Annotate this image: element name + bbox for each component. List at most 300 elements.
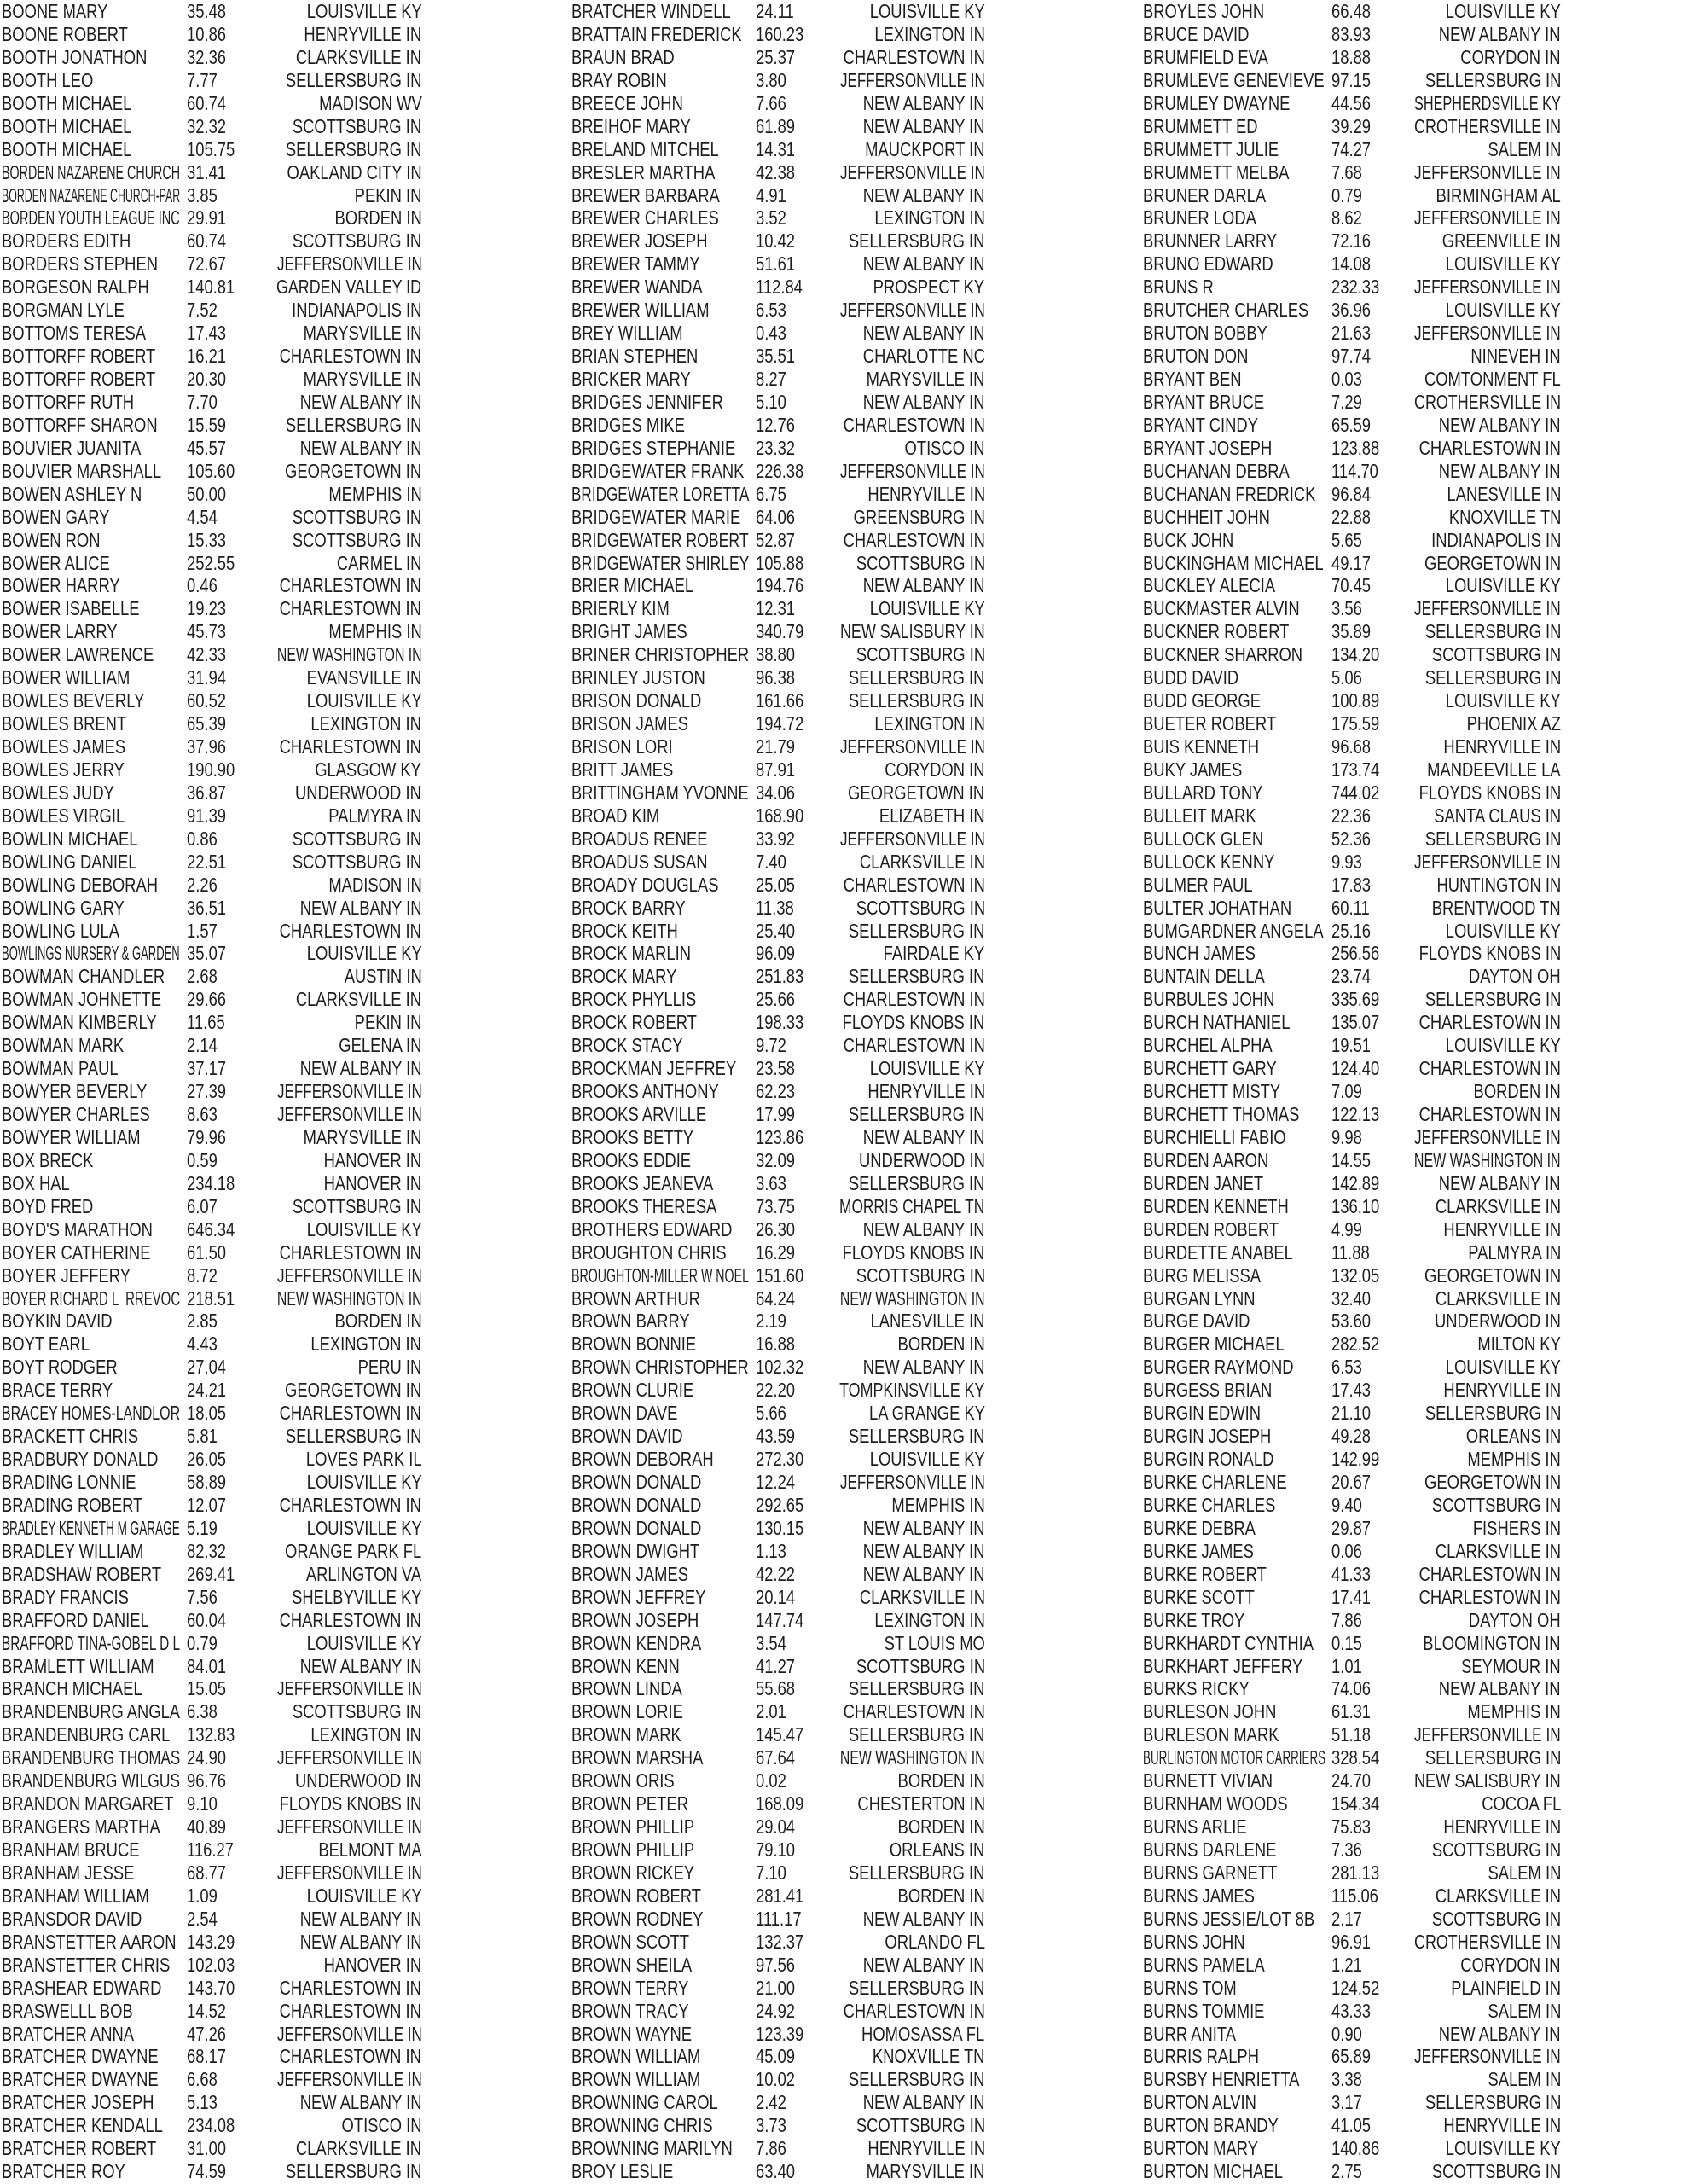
list-row	[0, 874, 560, 897]
amount-value: 45.73	[187, 620, 227, 643]
amount-value: 4.91	[756, 183, 787, 206]
owner-name: BRUTON BOBBY	[1142, 322, 1267, 345]
amount-value: 38.80	[756, 643, 796, 666]
owner-name: BROWN KENDRA	[571, 1631, 702, 1654]
list-row	[0, 574, 560, 597]
city-state: LANESVILLE IN	[870, 1310, 985, 1333]
list-row	[560, 391, 1121, 414]
city-state: CHARLESTOWN IN	[1418, 1103, 1561, 1125]
amount-value: 68.77	[187, 1861, 227, 1884]
amount-value: 251.83	[756, 965, 804, 988]
city-state: BLOOMINGTON IN	[1423, 1631, 1561, 1654]
owner-name: BOWER ISABELLE	[2, 597, 140, 620]
owner-name: BROCK STACY	[571, 1034, 683, 1057]
city-state: NINEVEH IN	[1470, 345, 1561, 368]
owner-name: BROWN WAYNE	[571, 2022, 693, 2045]
list-row	[0, 253, 560, 276]
city-state: HENRYVILLE IN	[1443, 2114, 1561, 2137]
owner-name: BORDERS EDITH	[2, 229, 131, 253]
amount-value: 102.32	[756, 1356, 804, 1379]
owner-name: BRANDENBURG WILGUS	[2, 1769, 181, 1792]
city-state: JEFFERSONVILLE IN	[1414, 322, 1561, 345]
list-row	[560, 1333, 1121, 1356]
city-state: CLARKSVILLE IN	[1435, 1884, 1561, 1907]
owner-name: BOYT RODGER	[2, 1356, 118, 1379]
owner-name: BUCKNER ROBERT	[1142, 620, 1290, 643]
list-row	[560, 712, 1121, 735]
amount-value: 22.20	[756, 1379, 796, 1402]
amount-value: 43.59	[756, 1425, 796, 1448]
list-row	[0, 161, 560, 184]
city-state: SELLERSBURG IN	[849, 2068, 985, 2091]
list-row	[560, 552, 1121, 575]
amount-value: 25.05	[756, 873, 796, 896]
city-state: UNDERWOOD IN	[858, 1148, 985, 1171]
list-row	[1122, 345, 1682, 368]
city-state: SCOTTSBURG IN	[1431, 2160, 1561, 2183]
owner-name: BOOTH MICHAEL	[2, 91, 132, 114]
owner-name: BRUNO EDWARD	[1142, 253, 1273, 276]
city-state: NEW ALBANY IN	[1439, 1171, 1561, 1194]
list-row	[0, 1885, 560, 1908]
list-row	[0, 828, 560, 851]
list-row	[0, 1815, 560, 1838]
owner-name: BUNCH JAMES	[1142, 942, 1256, 965]
list-row	[0, 1379, 560, 1402]
list-row	[1122, 1448, 1682, 1471]
city-state: SELLERSBURG IN	[849, 1976, 985, 1999]
city-state: MADISON IN	[328, 873, 422, 896]
list-row	[560, 1218, 1121, 1241]
list-row	[0, 1977, 560, 2000]
city-state: SCOTTSBURG IN	[1431, 1493, 1561, 1516]
amount-value: 168.90	[756, 804, 804, 827]
list-row	[1122, 115, 1682, 138]
city-state: CHARLESTOWN IN	[1418, 436, 1561, 459]
city-state: HENRYVILLE IN	[867, 2137, 985, 2160]
list-row	[1122, 574, 1682, 597]
city-state: NEW WASHINGTON IN	[276, 643, 422, 666]
city-state: CHARLESTOWN IN	[280, 919, 422, 942]
owner-name: BROYLES JOHN	[1142, 0, 1264, 22]
amount-value: 29.91	[187, 206, 227, 229]
city-state: ORLANDO FL	[884, 1930, 985, 1953]
owner-name: BOOTH LEO	[2, 68, 94, 91]
owner-name: BRATCHER DWAYNE	[2, 2045, 159, 2068]
city-state: MARYSVILLE IN	[303, 1125, 422, 1148]
owner-name: BOWLES JUDY	[2, 781, 114, 804]
city-state: GREENSBURG IN	[853, 505, 985, 528]
list-row	[1122, 1517, 1682, 1540]
amount-value: 31.41	[187, 160, 227, 183]
city-state: JEFFERSONVILLE IN	[1414, 206, 1561, 229]
city-state: SANTA CLAUS IN	[1434, 804, 1561, 827]
city-state: HENRYVILLE IN	[867, 1080, 985, 1103]
amount-value: 281.13	[1331, 1861, 1379, 1884]
amount-value: 7.77	[187, 68, 218, 91]
list-row	[1122, 1586, 1682, 1609]
amount-value: 3.52	[756, 206, 787, 229]
list-row	[560, 897, 1121, 920]
list-row	[560, 1494, 1121, 1517]
amount-value: 198.33	[756, 1011, 804, 1034]
amount-value: 3.80	[756, 68, 787, 91]
city-state: NEW ALBANY IN	[299, 896, 422, 919]
city-state: MAUCKPORT IN	[865, 137, 985, 160]
owner-name: BURLESON MARK	[1142, 1723, 1279, 1746]
city-state: LOUISVILLE KY	[1445, 253, 1561, 276]
list-row	[560, 1954, 1121, 1977]
city-state: COCOA FL	[1481, 1792, 1561, 1815]
owner-name: BRICKER MARY	[571, 368, 692, 390]
listing-column-3	[1122, 0, 1682, 2184]
list-row	[560, 345, 1121, 368]
city-state: SELLERSBURG IN	[849, 1425, 985, 1448]
city-state: JEFFERSONVILLE IN	[1414, 1125, 1561, 1148]
city-state: LOUISVILLE KY	[306, 1217, 422, 1240]
city-state: MEMPHIS IN	[1467, 1700, 1561, 1723]
amount-value: 42.22	[756, 1562, 796, 1585]
owner-name: BOUVIER MARSHALL	[2, 459, 162, 482]
owner-name: BRIDGEWATER ROBERT	[571, 528, 749, 551]
list-row	[1122, 1677, 1682, 1700]
amount-value: 123.88	[1331, 436, 1379, 459]
amount-value: 97.74	[1331, 345, 1371, 368]
list-row	[0, 483, 560, 506]
city-state: PALMYRA IN	[328, 804, 422, 827]
owner-name: BOYER CATHERINE	[2, 1240, 151, 1263]
owner-name: BRATCHER DWAYNE	[2, 2068, 159, 2091]
amount-value: 11.38	[756, 896, 795, 919]
list-row	[560, 574, 1121, 597]
amount-value: 74.06	[1331, 1677, 1371, 1700]
list-row	[1122, 735, 1682, 758]
amount-value: 7.66	[756, 91, 787, 114]
list-row	[1122, 391, 1682, 414]
amount-value: 52.87	[756, 528, 796, 551]
owner-name: BRUMMETT ED	[1142, 114, 1258, 137]
amount-value: 96.76	[187, 1769, 227, 1792]
amount-value: 31.94	[187, 666, 227, 689]
amount-value: 47.26	[187, 2022, 227, 2045]
amount-value: 8.72	[187, 1263, 218, 1287]
listing-column-1	[0, 0, 560, 2184]
amount-value: 2.85	[187, 1310, 218, 1333]
city-state: HOMOSASSA FL	[861, 2022, 985, 2045]
list-row	[1122, 1723, 1682, 1746]
listing-column-2	[560, 0, 1121, 2184]
list-row	[1122, 1494, 1682, 1517]
list-row	[1122, 920, 1682, 943]
list-row	[560, 1655, 1121, 1678]
owner-name: BURTON BRANDY	[1142, 2114, 1279, 2137]
city-state: SALEM IN	[1488, 2068, 1561, 2091]
owner-name: BROUGHTON CHRIS	[571, 1240, 727, 1263]
owner-name: BRESLER MARTHA	[571, 160, 716, 183]
list-row	[0, 1425, 560, 1448]
city-state: JEFFERSONVILLE IN	[276, 2022, 422, 2045]
owner-name: BOWLINGS NURSERY & GARDEN	[2, 942, 180, 965]
amount-value: 84.01	[187, 1654, 227, 1677]
city-state: NEW ALBANY IN	[862, 1125, 985, 1148]
list-row	[560, 828, 1121, 851]
amount-value: 24.21	[187, 1379, 227, 1402]
list-row	[1122, 1792, 1682, 1815]
city-state: CHARLESTOWN IN	[843, 873, 985, 896]
list-row	[0, 368, 560, 391]
list-row	[0, 414, 560, 437]
city-state: NEW ALBANY IN	[1439, 413, 1561, 436]
city-state: SELLERSBURG IN	[849, 1723, 985, 1746]
city-state: SCOTTSBURG IN	[1431, 1907, 1561, 1930]
amount-value: 65.39	[187, 712, 227, 735]
owner-name: BROWN DONALD	[571, 1516, 702, 1539]
owner-name: BROWN KENN	[571, 1654, 681, 1677]
owner-name: BOONE ROBERT	[2, 22, 128, 45]
city-state: OTISCO IN	[341, 2114, 422, 2137]
city-state: SELLERSBURG IN	[849, 229, 985, 253]
amount-value: 9.93	[1331, 850, 1362, 873]
city-state: SALEM IN	[1488, 1861, 1561, 1884]
list-row	[560, 2068, 1121, 2091]
city-state: JEFFERSONVILLE IN	[1414, 850, 1561, 873]
owner-name: BORGESON RALPH	[2, 276, 149, 299]
list-row	[0, 184, 560, 207]
list-row	[560, 1471, 1121, 1494]
owner-name: BOWER WILLIAM	[2, 666, 130, 689]
list-row	[560, 161, 1121, 184]
amount-value: 24.90	[187, 1746, 227, 1769]
amount-value: 53.60	[1331, 1310, 1371, 1333]
amount-value: 135.07	[1331, 1011, 1379, 1034]
list-row	[560, 1586, 1121, 1609]
city-state: CHARLESTOWN IN	[280, 345, 422, 368]
owner-name: BURR ANITA	[1142, 2022, 1236, 2045]
owner-name: BRANHAM JESSE	[2, 1861, 135, 1884]
city-state: LOUISVILLE KY	[306, 942, 422, 965]
amount-value: 14.55	[1331, 1148, 1371, 1171]
owner-name: BRADING ROBERT	[2, 1493, 143, 1516]
amount-value: 5.81	[187, 1425, 218, 1448]
list-row	[560, 437, 1121, 460]
amount-value: 22.36	[1331, 804, 1371, 827]
owner-name: BRUMFIELD EVA	[1142, 45, 1268, 68]
owner-name: BOWLES JAMES	[2, 735, 126, 758]
list-row	[560, 1448, 1121, 1471]
city-state: MILTON KY	[1477, 1333, 1561, 1356]
list-row	[0, 1954, 560, 1977]
owner-name: BRUNS R	[1142, 276, 1214, 299]
amount-value: 35.48	[187, 0, 227, 22]
owner-name: BUETER ROBERT	[1142, 712, 1276, 735]
amount-value: 19.51	[1331, 1034, 1371, 1057]
list-row	[560, 1931, 1121, 1954]
city-state: BORDEN IN	[897, 1333, 985, 1356]
list-row	[560, 851, 1121, 874]
owner-name: BROWN JEFFREY	[571, 1585, 706, 1608]
list-row	[1122, 368, 1682, 391]
list-row	[1122, 1908, 1682, 1931]
list-row	[560, 253, 1121, 276]
list-row	[1122, 1333, 1682, 1356]
amount-value: 2.26	[187, 873, 218, 896]
owner-name: BULLOCK KENNY	[1142, 850, 1275, 873]
amount-value: 27.39	[187, 1080, 227, 1103]
owner-name: BURKE SCOTT	[1142, 1585, 1255, 1608]
city-state: SELLERSBURG IN	[1424, 1746, 1561, 1769]
list-row	[1122, 206, 1682, 229]
owner-name: BOX BRECK	[2, 1148, 94, 1171]
city-state: JEFFERSONVILLE IN	[1414, 160, 1561, 183]
amount-value: 16.21	[187, 345, 227, 368]
list-row	[560, 620, 1121, 643]
amount-value: 36.96	[1331, 299, 1371, 322]
city-state: PHOENIX AZ	[1466, 712, 1561, 735]
city-state: CLARKSVILLE IN	[296, 2137, 422, 2160]
list-row	[0, 1080, 560, 1103]
owner-name: BUDD GEORGE	[1142, 689, 1261, 712]
city-state: CHARLESTOWN IN	[280, 574, 422, 597]
owner-name: BROWN LORIE	[571, 1700, 684, 1723]
amount-value: 145.47	[756, 1723, 804, 1746]
list-row	[1122, 0, 1682, 23]
amount-value: 0.86	[187, 827, 218, 850]
owner-name: BORDERS STEPHEN	[2, 253, 159, 276]
city-state: NEW ALBANY IN	[862, 574, 985, 597]
owner-name: BURKS RICKY	[1142, 1677, 1250, 1700]
list-row	[560, 1057, 1121, 1080]
city-state: NEW ALBANY IN	[862, 1562, 985, 1585]
owner-name: BRADSHAW ROBERT	[2, 1562, 162, 1585]
amount-value: 39.29	[1331, 114, 1371, 137]
amount-value: 132.83	[187, 1723, 235, 1746]
list-row	[1122, 1356, 1682, 1379]
list-row	[560, 1609, 1121, 1632]
amount-value: 24.11	[756, 0, 795, 22]
amount-value: 32.32	[187, 114, 227, 137]
city-state: GEORGETOWN IN	[1424, 551, 1561, 574]
list-row	[0, 1700, 560, 1723]
owner-name: BRIDGES STEPHANIE	[571, 436, 736, 459]
list-row	[560, 1195, 1121, 1218]
amount-value: 1.09	[187, 1884, 218, 1907]
city-state: JEFFERSONVILLE IN	[276, 1080, 422, 1103]
list-row	[1122, 253, 1682, 276]
owner-name: BROWN CHRISTOPHER	[571, 1356, 749, 1379]
amount-value: 20.67	[1331, 1471, 1371, 1493]
owner-name: BRUNER DARLA	[1142, 183, 1266, 206]
list-row	[0, 115, 560, 138]
owner-name: BURKHARDT CYNTHIA	[1142, 1631, 1314, 1654]
city-state: JEFFERSONVILLE IN	[1414, 276, 1561, 299]
list-row	[560, 529, 1121, 552]
city-state: JEFFERSONVILLE IN	[276, 2068, 422, 2091]
list-row	[560, 2091, 1121, 2114]
list-row	[0, 781, 560, 804]
amount-value: 97.56	[756, 1953, 796, 1976]
owner-name: BROWN MARSHA	[571, 1746, 704, 1769]
list-row	[1122, 1862, 1682, 1885]
city-state: JEFFERSONVILLE IN	[1414, 1723, 1561, 1746]
city-state: NEW WASHINGTON IN	[1414, 1148, 1561, 1171]
amount-value: 36.87	[187, 781, 227, 804]
list-row	[560, 1103, 1121, 1126]
owner-name: BURNS JESSIE/LOT 8B	[1142, 1907, 1314, 1930]
owner-name: BRISON JAMES	[571, 712, 689, 735]
amount-value: 14.52	[187, 1999, 227, 2022]
city-state: TOMPKINSVILLE KY	[839, 1379, 985, 1402]
owner-name: BOWLES BEVERLY	[2, 689, 145, 712]
owner-name: BRINER CHRISTOPHER	[571, 643, 750, 666]
list-row	[560, 46, 1121, 69]
owner-name: BRADLEY KENNETH M GARAGE	[2, 1516, 180, 1539]
list-row	[560, 1885, 1121, 1908]
amount-value: 1.13	[756, 1539, 787, 1562]
list-row	[0, 689, 560, 712]
list-row	[560, 2137, 1121, 2160]
city-state: MEMPHIS IN	[328, 482, 422, 505]
owner-name: BRANDENBURG ANGLA	[2, 1700, 181, 1723]
amount-value: 8.27	[756, 368, 787, 390]
list-row	[560, 414, 1121, 437]
owner-name: BROWN CLURIE	[571, 1379, 694, 1402]
amount-value: 21.00	[756, 1976, 796, 1999]
owner-name: BROOKS THERESA	[571, 1194, 717, 1217]
amount-value: 232.33	[1331, 276, 1379, 299]
list-row	[0, 1402, 560, 1425]
amount-value: 292.65	[756, 1493, 804, 1516]
owner-name: BRISON LORI	[571, 735, 673, 758]
list-row	[1122, 299, 1682, 322]
owner-name: BROWN PETER	[571, 1792, 689, 1815]
amount-value: 6.07	[187, 1194, 218, 1217]
amount-value: 83.93	[1331, 22, 1371, 45]
list-row	[560, 2160, 1121, 2183]
owner-name: BOWMAN KIMBERLY	[2, 1011, 157, 1034]
list-row	[0, 299, 560, 322]
list-row	[1122, 1195, 1682, 1218]
city-state: CLARKSVILLE IN	[296, 988, 422, 1011]
city-state: NEW WASHINGTON IN	[839, 1746, 985, 1769]
owner-name: BURCHIELLI FABIO	[1142, 1125, 1286, 1148]
amount-value: 6.38	[187, 1700, 218, 1723]
list-row	[0, 1149, 560, 1172]
amount-value: 11.88	[1331, 1240, 1370, 1263]
city-state: CROTHERSVILLE IN	[1413, 390, 1561, 413]
amount-value: 7.56	[187, 1585, 218, 1608]
amount-value: 2.42	[756, 2091, 787, 2114]
owner-name: BOWLIN MICHAEL	[2, 827, 138, 850]
list-row	[560, 1379, 1121, 1402]
owner-name: BUDD DAVID	[1142, 666, 1238, 689]
city-state: JEFFERSONVILLE IN	[839, 68, 985, 91]
city-state: PROSPECT KY	[873, 276, 985, 299]
list-row	[560, 460, 1121, 483]
amount-value: 33.92	[756, 827, 796, 850]
list-row	[1122, 276, 1682, 299]
list-row	[0, 804, 560, 828]
owner-name: BROWN JAMES	[571, 1562, 689, 1585]
list-row	[0, 1632, 560, 1655]
amount-value: 11.65	[187, 1011, 225, 1034]
city-state: SELLERSBURG IN	[849, 1103, 985, 1125]
city-state: HENRYVILLE IN	[1443, 1815, 1561, 1838]
city-state: DAYTON OH	[1469, 965, 1561, 988]
amount-value: 5.13	[187, 2091, 218, 2114]
amount-value: 3.85	[187, 183, 218, 206]
owner-name: BROWN ARTHUR	[571, 1287, 701, 1310]
city-state: GEORGETOWN IN	[285, 459, 422, 482]
